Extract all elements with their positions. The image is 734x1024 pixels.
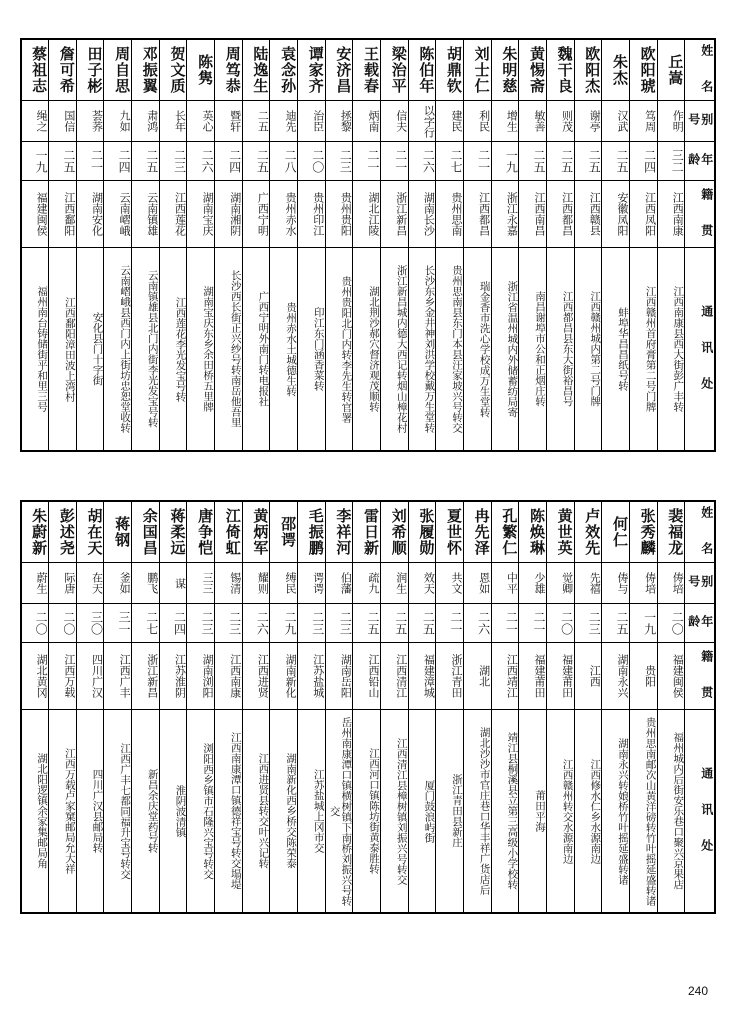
cell-address: 瑞金香市洗心学校成万生堂转 [464,248,492,452]
cell-address: 淮阴波清镇 [159,710,187,914]
cell-native_place: 江西莲花 [159,181,187,248]
cell-address: 蚌埠华昌昌纸号转 [602,248,630,452]
table-row [21,710,715,914]
row-header-native_place: 籍 贯 [685,643,715,710]
cell-age: 二〇 [657,604,685,643]
cell-alias: 俦与 [602,563,630,604]
table-row [21,101,715,142]
cell-age: 二五 [602,604,630,643]
cell-name: 胡在天 [76,501,104,563]
cell-age: 二五 [132,142,160,181]
cell-alias: 增生 [491,101,519,142]
cell-address: 江西进贤县转交叶兴记转 [242,710,270,914]
cell-address: 印江东门涵香菜转 [298,248,326,452]
cell-alias: 以字行 [408,101,436,142]
cell-address: 湖南新化西乡桥交陈荣泰 [270,710,298,914]
cell-address: 福州城内后街安乐巷口聚兴京果店 [657,710,685,914]
row-header-name: 姓 名 [685,501,715,563]
cell-alias: 少雄 [519,563,547,604]
cell-age: 二五 [408,604,436,643]
cell-native_place: 江西进贤 [242,643,270,710]
cell-age: 二三 [325,604,353,643]
cell-address: 江西广丰七都同福升宝号转交 [104,710,132,914]
cell-alias: 三三 [187,563,215,604]
cell-age: 二五 [353,604,381,643]
cell-native_place: 贵州赤水 [270,181,298,248]
cell-address: 湖南宝庆东乡余田桥五里牌 [187,248,215,452]
cell-native_place: 四川广汉 [76,643,104,710]
cell-age: 二三 [574,604,602,643]
cell-name: 黄惕斋 [519,39,547,101]
cell-alias: 共文 [436,563,464,604]
cell-native_place: 福建漳城 [408,643,436,710]
cell-name: 孔繁仁 [491,501,519,563]
cell-alias: 治臣 [298,101,326,142]
cell-native_place: 江西广丰 [104,643,132,710]
cell-age: 二一 [353,142,381,181]
cell-alias: 伯藩 [325,563,353,604]
cell-address: 江西赣州城内第二号门牌 [574,248,602,452]
cell-name: 贺文质 [159,39,187,101]
cell-alias: 润生 [381,563,409,604]
cell-name: 周自思 [104,39,132,101]
cell-age: 二五 [381,604,409,643]
cell-native_place: 浙江永嘉 [491,181,519,248]
cell-address: 云南镇雄县北门内街李光发宝号转 [132,248,160,452]
cell-alias: 笃周 [629,101,657,142]
cell-address: 四川广汉县邮局转 [76,710,104,914]
cell-address: 广西宁明外南门转电报社 [242,248,270,452]
cell-name: 彭述尧 [49,501,77,563]
cell-alias: 锡清 [215,563,243,604]
cell-alias: 绳之 [21,101,49,142]
cell-name: 毛振鹏 [298,501,326,563]
cell-native_place: 江苏淮阴 [159,643,187,710]
table-row [21,604,715,643]
cell-name: 谭家齐 [298,39,326,101]
cell-alias: 则茂 [546,101,574,142]
row-header-age: 年 龄 [685,142,715,181]
cell-name: 唐争恺 [187,501,215,563]
table-row [21,248,715,452]
cell-address: 莆田平海 [519,710,547,914]
cell-address: 江苏盐城上冈市交 [298,710,326,914]
cell-name: 蒋钢 [104,501,132,563]
cell-age: 二一 [436,604,464,643]
page-number: 240 [687,984,708,998]
cell-alias: 蔚生 [21,563,49,604]
cell-address: 长沙西长街正兴纱号转南岳他吾里 [215,248,243,452]
cell-name: 欧阳杰 [574,39,602,101]
cell-address: 长沙东乡金井神刘洪学校戴万生堂转 [408,248,436,452]
cell-name: 蔡祖志 [21,39,49,101]
cell-age: 二〇 [546,604,574,643]
cell-native_place: 湖南永兴 [602,643,630,710]
cell-native_place: 福建莆田 [519,643,547,710]
cell-name: 王载春 [353,39,381,101]
cell-age: 二一 [491,604,519,643]
cell-address: 浙江新昌城内德大西记转烟山樟花村 [381,248,409,452]
cell-alias: 利民 [464,101,492,142]
cell-name: 裴福龙 [657,501,685,563]
cell-address: 江西都昌县东大街裕昌号 [546,248,574,452]
cell-alias: 二五 [242,101,270,142]
cell-alias: 恩如 [464,563,492,604]
cell-age: 三〇 [76,604,104,643]
cell-native_place: 江西万载 [49,643,77,710]
cell-age: 二四 [159,604,187,643]
cell-alias: 长年 [159,101,187,142]
cell-name: 黄世英 [546,501,574,563]
cell-native_place: 江西凤阳 [629,181,657,248]
cell-name: 刘希顺 [381,501,409,563]
cell-address: 浙江青田县新庄 [436,710,464,914]
cell-native_place: 广西宁明 [242,181,270,248]
cell-native_place: 江西南昌 [519,181,547,248]
cell-alias: 釜如 [104,563,132,604]
cell-address: 浙江省温州城内外储蓄纺局寄 [491,248,519,452]
cell-address: 贵州思南县东门本县汪家坡兴号转交 [436,248,464,452]
cell-address: 江西万载卢家窠邮局允大祥 [49,710,77,914]
cell-name: 安济昌 [325,39,353,101]
cell-age: 二一 [464,142,492,181]
cell-native_place: 江西清江 [381,643,409,710]
cell-name: 蒋柔远 [159,501,187,563]
cell-native_place: 云南镇雄 [132,181,160,248]
row-header-address: 通 讯 处 [685,710,715,914]
cell-native_place: 福建闽侯 [21,181,49,248]
cell-age: 二九 [270,604,298,643]
cell-address: 靖江县桐溪县立第三高级小学校转 [491,710,519,914]
cell-name: 胡鼎钦 [436,39,464,101]
cell-address: 江西赣州转交水源南边 [546,710,574,914]
cell-address: 江西河口镇陈坊街黄泰胜转 [353,710,381,914]
cell-alias: 国信 [49,101,77,142]
cell-alias: 谔谔 [298,563,326,604]
cell-address: 云南嶍峨县西门内上街坊忠恕堂收转 [104,248,132,452]
cell-native_place: 湖南新化 [270,643,298,710]
cell-name: 何仁 [602,501,630,563]
cell-age: 二〇 [21,604,49,643]
row-header-age: 年 龄 [685,604,715,643]
cell-address: 江西修水仁乡水源南边 [574,710,602,914]
cell-native_place: 湖北 [464,643,492,710]
cell-native_place: 江西鄱阳 [49,181,77,248]
cell-age: 二六 [464,604,492,643]
cell-alias: 际唐 [49,563,77,604]
cell-native_place: 江西都昌 [546,181,574,248]
cell-alias: 作明 [657,101,685,142]
table-row [21,643,715,710]
cell-alias: 耀则 [242,563,270,604]
cell-alias: 中平 [491,563,519,604]
cell-alias: 俦培 [657,563,685,604]
cell-address: 贵州思南邮次山黄洋磅转竹叶摇延盛转诸 [629,710,657,914]
cell-address: 厦门鼓浪屿街 [408,710,436,914]
row-header-alias: 别 号 [685,563,715,604]
cell-native_place: 湖南湘阴 [215,181,243,248]
cell-native_place: 浙江新昌 [381,181,409,248]
table-row [21,142,715,181]
cell-alias: 疏九 [353,563,381,604]
cell-name: 陈焕琳 [519,501,547,563]
cell-native_place: 云南嶍峨 [104,181,132,248]
cell-address: 湖北阳逻镇余家集邮局角 [21,710,49,914]
cell-native_place: 江西铅山 [353,643,381,710]
cell-name: 李祥河 [325,501,353,563]
cell-age: 二四 [104,142,132,181]
cell-age: 二〇 [298,142,326,181]
cell-name: 江倚虹 [215,501,243,563]
cell-name: 黄炳军 [242,501,270,563]
cell-native_place: 福建莆田 [546,643,574,710]
cell-native_place: 江西 [574,643,602,710]
cell-native_place: 浙江新昌 [132,643,160,710]
cell-name: 刘士仁 [464,39,492,101]
cell-native_place: 福建闽侯 [657,643,685,710]
cell-age: 二四 [629,142,657,181]
cell-name: 袁念孙 [270,39,298,101]
cell-alias: 鹏飞 [132,563,160,604]
cell-alias: 谋 [159,563,187,604]
cell-alias: 拯黎 [325,101,353,142]
cell-address: 江西赣州首府膏第二号门牌 [629,248,657,452]
cell-alias: 敏善 [519,101,547,142]
cell-native_place: 安徽凤阳 [602,181,630,248]
cell-native_place: 江苏盐城 [298,643,326,710]
cell-native_place: 湖北江陵 [353,181,381,248]
cell-native_place: 湖南长沙 [408,181,436,248]
cell-alias: 荟荞 [76,101,104,142]
cell-alias: 建民 [436,101,464,142]
cell-age: 二三 [325,142,353,181]
cell-name: 田子彬 [76,39,104,101]
cell-address: 江西莲花李光发宝号转 [159,248,187,452]
cell-name: 丘嵩 [657,39,685,101]
cell-name: 魏干良 [546,39,574,101]
roster-table-top [20,38,716,452]
cell-age: 三一 [104,604,132,643]
cell-name: 陈伯年 [408,39,436,101]
cell-age: 一九 [21,142,49,181]
cell-address: 贵州赤水土城德生转 [270,248,298,452]
cell-age: 二七 [436,142,464,181]
cell-alias: 英心 [187,101,215,142]
cell-age: 二六 [187,142,215,181]
cell-native_place: 江西南康 [657,181,685,248]
cell-age: 二五 [546,142,574,181]
row-header-address: 通 讯 处 [685,248,715,452]
cell-name: 朱蔚新 [21,501,49,563]
table-row [21,501,715,563]
cell-age: 二一 [519,604,547,643]
cell-native_place: 江西靖江 [491,643,519,710]
cell-age: 一九 [491,142,519,181]
table-row [21,39,715,101]
cell-native_place: 江西都昌 [464,181,492,248]
cell-name: 张履勋 [408,501,436,563]
row-header-alias: 别 号 [685,101,715,142]
cell-native_place: 江西赣县 [574,181,602,248]
cell-native_place: 浙江青田 [436,643,464,710]
roster-table-bottom [20,500,716,914]
cell-name: 邓振翼 [132,39,160,101]
cell-alias: 信夫 [381,101,409,142]
cell-age: 二五 [519,142,547,181]
cell-name: 余国昌 [132,501,160,563]
cell-address: 江西南康潭口镇德祥宝号转交塌堤 [215,710,243,914]
cell-alias: 效天 [408,563,436,604]
cell-native_place: 贵阳 [629,643,657,710]
cell-name: 冉先泽 [464,501,492,563]
row-header-name: 姓 名 [685,39,715,101]
cell-native_place: 贵州贵阳 [325,181,353,248]
cell-age: 二四 [215,142,243,181]
cell-native_place: 湖北黄冈 [21,643,49,710]
cell-age: 二五 [242,142,270,181]
cell-address: 江西鄱阳漳田波上湾村 [49,248,77,452]
cell-alias: 先禧 [574,563,602,604]
cell-age: 二六 [408,142,436,181]
cell-age: 二六 [242,604,270,643]
cell-age: 二五 [49,142,77,181]
cell-alias: 炳南 [353,101,381,142]
cell-age: 二三 [187,604,215,643]
cell-native_place: 贵州印江 [298,181,326,248]
cell-name: 陆逸生 [242,39,270,101]
cell-age: 二〇 [49,604,77,643]
cell-age: 二一 [76,142,104,181]
cell-native_place: 贵州思南 [436,181,464,248]
cell-alias: 暨轩 [215,101,243,142]
cell-native_place: 湖南安化 [76,181,104,248]
cell-name: 梁治平 [381,39,409,101]
cell-address: 浏阳西乡镇市石隆兴宝号转交 [187,710,215,914]
cell-name: 夏世怀 [436,501,464,563]
cell-age: 一九 [629,604,657,643]
cell-age: 二七 [132,604,160,643]
cell-alias: 缚民 [270,563,298,604]
cell-alias: 觉卿 [546,563,574,604]
cell-name: 欧阳琥 [629,39,657,101]
cell-alias: 在天 [76,563,104,604]
cell-address: 江西清江县樟树镇刘振兴号转交 [381,710,409,914]
cell-name: 朱杰 [602,39,630,101]
table-row [21,563,715,604]
cell-name: 詹可希 [49,39,77,101]
cell-address: 安化县门十字街 [76,248,104,452]
table-row [21,181,715,248]
cell-native_place: 湖南岳阳 [325,643,353,710]
cell-alias: 肃鸿 [132,101,160,142]
cell-name: 雷日新 [353,501,381,563]
cell-age: 二八 [270,142,298,181]
cell-native_place: 湖南浏阳 [187,643,215,710]
cell-alias: 迪先 [270,101,298,142]
cell-age: 二五 [602,142,630,181]
cell-name: 周笃恭 [215,39,243,101]
cell-address: 贵州贵阳北门内转李先生转官署 [325,248,353,452]
cell-age: 二三 [159,142,187,181]
cell-name: 邵谔 [270,501,298,563]
cell-age: 二三 [215,604,243,643]
cell-address: 江西南康县西大街彭广丰转 [657,248,685,452]
cell-address: 湖南永兴转娘桥竹叶摇延盛转诸 [602,710,630,914]
cell-native_place: 江西南康 [215,643,243,710]
cell-age: 二一 [381,142,409,181]
cell-alias: 汉武 [602,101,630,142]
cell-alias: 谢亭 [574,101,602,142]
cell-address: 湖北沙沙市官庄巷口华丰祥广货店后 [464,710,492,914]
cell-address: 新昌余庆堂药号转 [132,710,160,914]
cell-alias: 俦培 [629,563,657,604]
cell-name: 张秀麟 [629,501,657,563]
cell-alias: 九如 [104,101,132,142]
cell-name: 朱明慈 [491,39,519,101]
cell-name: 陈隽 [187,39,215,101]
cell-address: 福州南台铸储街平和里三号 [21,248,49,452]
cell-address: 湖北荆沙郝穴督济观茂顺转 [353,248,381,452]
cell-native_place: 湖南宝庆 [187,181,215,248]
cell-name: 卢效先 [574,501,602,563]
cell-age: 二五 [574,142,602,181]
cell-address: 南昌谢埠市公和正烟庄转 [519,248,547,452]
row-header-native_place: 籍 贯 [685,181,715,248]
cell-age: 三二 [657,142,685,181]
cell-address: 岳州南康潭口镇横树镇下南桥刘振兴号转交 [325,710,353,914]
cell-age: 二三 [298,604,326,643]
